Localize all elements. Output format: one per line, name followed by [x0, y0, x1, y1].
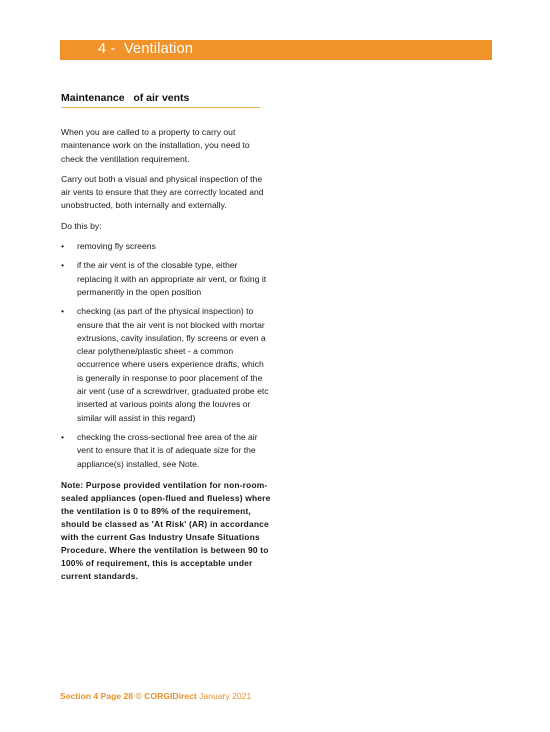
list-item-text: if the air vent is of the closable type, either replacing it with an appropriate air vent, or fixing it permanently in the open position	[77, 260, 267, 297]
footer-date: January 2021	[199, 691, 252, 701]
list-item-text: removing fly screens	[77, 241, 156, 252]
paragraph: When you are called to a property to carry out maintenance work on the installation, you need to check the ventilation requirement.	[61, 127, 250, 164]
list-item	[61, 240, 271, 253]
list-item	[61, 305, 271, 425]
bullet-icon: •	[61, 260, 65, 271]
page-footer	[60, 691, 251, 701]
subsection-underline	[61, 107, 260, 108]
bullet-list	[61, 240, 271, 471]
section-title: 4 - Ventilation	[98, 41, 194, 57]
copyright-icon: ©	[135, 691, 142, 701]
bullet-icon: •	[61, 306, 65, 317]
list-item	[61, 431, 271, 471]
paragraph: Carry out both a visual and physical inspection of the air vents to ensure that they are correctly located and unobstructed, both internally and externally.	[61, 173, 264, 211]
list-item	[61, 259, 271, 299]
subsection-heading: Maintenance of air vents	[61, 92, 190, 104]
bullet-icon: •	[61, 431, 65, 442]
body-text	[61, 126, 271, 584]
footer-brand: CORGIDirect	[144, 691, 197, 701]
footer-page-ref: Section 4 Page 28	[60, 691, 134, 701]
list-item-text: checking the cross-sectional free area of the air vent to ensure that it is of adequate size for the appliance(s) installed, see Note.	[77, 431, 258, 469]
list-item-text: checking (as part of the physical inspection) to ensure that the air vent is not blocked with mortar extrusions, cavity insulation, fly screens or even a clear polythene/plastic sheet - a common occurrence where users experience drafts, which is generally in response to poor placement of the air vent (use of a screwdriver, graduated probe etc inserted at various points along the louvres or similar will assist in this regard)	[77, 306, 269, 423]
bullet-icon: •	[61, 241, 65, 252]
ventilation-note: Note: Purpose provided ventilation for non-room-sealed appliances (open-flued and flueless) where the ventilation is 0 to 89% of the requirement, should be classed as 'At Risk' (AR) in accordance with the current Gas Industry Unsafe Situations Procedure. Where the ventilation is between 90 to 100% of requirement, this is acceptable under current standards.	[61, 479, 271, 582]
paragraph: Do this by:	[61, 220, 102, 231]
